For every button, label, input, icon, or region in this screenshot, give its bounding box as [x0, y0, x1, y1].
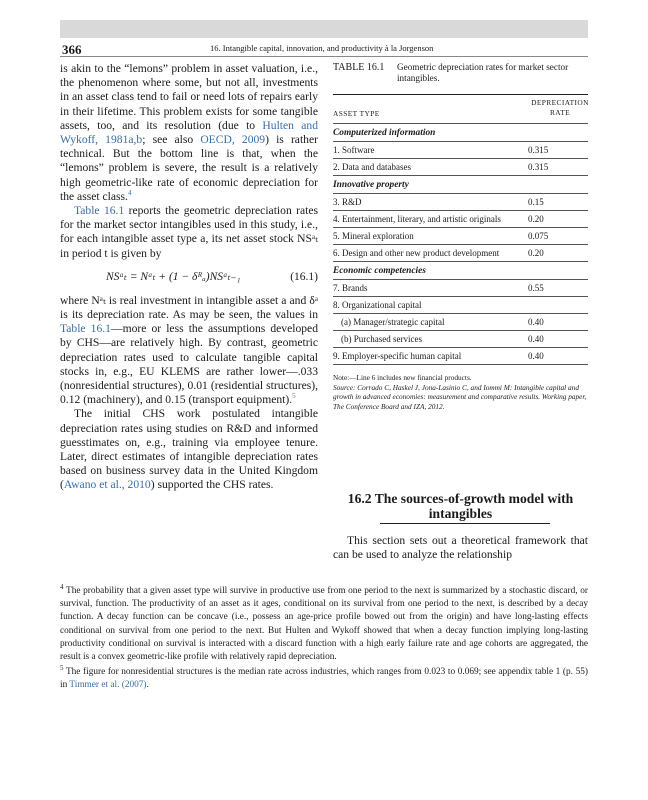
table-row: [333, 314, 588, 331]
table-row: [333, 159, 588, 176]
column-header-rate-line1: DEPRECIATION: [531, 98, 589, 107]
table-ref-link[interactable]: Table 16.1: [74, 204, 125, 218]
header-bar: [60, 20, 588, 38]
table-cell-rate: 0.40: [528, 351, 544, 361]
table-cell-rate: 0.40: [528, 334, 544, 344]
table-row: [333, 142, 588, 159]
table-note-text: Note:—Line 6 includes new financial products.: [333, 373, 472, 382]
text: where Nᵃₜ is real investment in intangible asset a and δᵃ is its depreciation rate. As may be seen, the values in: [60, 293, 318, 322]
table-row: [333, 348, 588, 365]
section-body: [333, 534, 588, 562]
table-row: [333, 297, 588, 314]
table-cell-rate: 0.40: [528, 317, 544, 327]
column-header-asset-type: ASSET TYPE: [333, 109, 380, 118]
section-heading: 16.2 The sources-of-growth model with intangibles: [347, 491, 574, 521]
page-number: 366: [62, 42, 82, 57]
table-cell-rate: 0.20: [528, 214, 544, 224]
footnote-ref-4[interactable]: 4: [127, 188, 132, 197]
text: The initial CHS work postulated intangible depreciation rates using studies on R&D and informed guesstimates on, e.g., training via employee tenure. Later, direct estimates of intangible depreciation rates based on business survey data in the United Kingdom (: [60, 407, 318, 492]
equation-16-1: [60, 264, 318, 292]
table-source-text: Source: Corrado C, Haskel J, Jona-Lasinio C, and Iommi M: Intangible capital and growth in advanced economies: measurement and comparative results. Working paper, The Conference Board and IZA, 2012.: [333, 382, 587, 411]
table-row: [333, 228, 588, 245]
text: is akin to the “lemons” problem in asset valuation, i.e., the phenomenon where some, but not all, investments in an asset class tend to fail or need lots of repairs early in their lifetime. This problem exists for some tangible assets, too, and its resolution (due to: [60, 62, 318, 132]
table-section-title: Economic competencies: [333, 262, 588, 280]
footnote-text: The figure for nonresidential structures is the median rate across industries, which ranges from 0.023 to 0.069; see appendix table 1 (p. 55) in: [60, 667, 589, 691]
footnote-4: [60, 582, 588, 664]
footnote-text: .: [146, 680, 149, 691]
table-16-1: [333, 62, 588, 411]
paragraph-1: [60, 62, 318, 204]
table-cell-asset: 5. Mineral exploration: [333, 231, 414, 241]
section-paragraph: This section sets out a theoretical framework that can be used to analyze the relationship: [333, 534, 588, 562]
table-cell-asset: (b) Purchased services: [341, 334, 422, 344]
table-caption-text: Geometric depreciation rates for market sector intangibles.: [397, 62, 569, 83]
table-row: [333, 280, 588, 297]
table-row: [333, 211, 588, 228]
footnote-text: The probability that a given asset type will survive in productive use from one period to the next is summarized by a stochastic discard, or survival, function. The productivity of an asset as it ages, conditional on its survival from one period to the next, is described by a decay function. A decay function can be concave (i.e., possess an age-price profile bowed out from the origin) and have long-lasting effects conditional on survival from one period to the next. But Hulten and Wykoff showed that when a decay function implying long-lasting productivity conditional on survival is interacted with a discard function with a high early failure rate and age cohorts are aggregated, the result is a convex geometric-like profile with relatively rapid depreciation.: [60, 586, 588, 663]
table-cell-asset: 7. Brands: [333, 283, 368, 293]
text: ; see also: [142, 133, 201, 147]
table-row: [333, 194, 588, 211]
table-row: [333, 331, 588, 348]
footnote-marker: 4: [60, 582, 64, 591]
paragraph-2: [60, 204, 318, 261]
citation-link-oecd[interactable]: OECD, 2009: [200, 133, 266, 147]
citation-link-hulten-wykoff[interactable]: Hulten and Wykoff, 1981a,b: [60, 118, 318, 147]
table-header: [333, 95, 588, 123]
table-ref-link[interactable]: Table 16.1: [60, 322, 111, 336]
column-header-rate-line2: RATE: [549, 108, 571, 117]
citation-link-timmer[interactable]: Timmer et al. (2007): [69, 680, 147, 691]
running-head: 16. Intangible capital, innovation, and productivity à la Jorgenson: [210, 43, 434, 53]
table-cell-asset: 6. Design and other new product development: [333, 248, 500, 258]
left-column: [60, 62, 318, 493]
table-caption: [333, 62, 588, 84]
equation-number: (16.1): [290, 270, 318, 283]
text: —more or less the assumptions developed by CHS—are relatively high. By contrast, geometric depreciation rates used to calculate tangible capital stocks in, e.g., EU KLEMS are rather lower—.033 (nonresidential structures), 0.01 (residential structures), 0.12 (machinery), and 0.15 (transport equipment).: [60, 322, 318, 407]
table-cell-rate: 0.315: [528, 162, 549, 172]
table-cell-rate: [522, 300, 588, 311]
table-body: [333, 124, 588, 365]
table-cell-asset: 3. R&D: [333, 197, 362, 207]
table-row: [333, 245, 588, 262]
table-cell-asset: 8. Organizational capital: [333, 300, 422, 310]
table-section-title: Innovative property: [333, 176, 588, 194]
section-rule: [380, 523, 550, 524]
equation-body: NSᵃₜ = Nᵃₜ + (1 − δᴿₐ)NSᵃₜ₋₁: [106, 270, 241, 283]
table-cell-asset: 4. Entertainment, literary, and artistic originals: [333, 214, 501, 224]
table-label: TABLE 16.1: [333, 62, 385, 73]
text: ) supported the CHS rates.: [150, 478, 274, 492]
citation-link-awano[interactable]: Awano et al., 2010: [63, 478, 151, 492]
footnote-marker: 5: [60, 664, 64, 673]
column-header-rate: [530, 98, 590, 118]
table-section-title: Computerized information: [333, 124, 588, 142]
table-cell-asset: 1. Software: [333, 145, 375, 155]
table-cell-rate: 0.15: [528, 197, 544, 207]
footnote-5: [60, 666, 588, 692]
text: ) is rather technical. But the bottom line is that, when the “lemons” problem is severe, the result is a relatively high geometric-like rate of economic depreciation for the asset class.: [60, 133, 318, 203]
table-cell-rate: 0.20: [528, 248, 544, 258]
table-cell-rate: 0.55: [528, 283, 544, 293]
table-cell-rate: 0.315: [528, 145, 549, 155]
footnote-ref-5[interactable]: 5: [292, 392, 296, 401]
table-cell-asset: 9. Employer-specific human capital: [333, 351, 462, 361]
footnotes: [60, 582, 589, 695]
table-note: [333, 373, 588, 411]
header-rule: [60, 56, 588, 57]
text: reports the geometric depreciation rates for the market sector intangibles used in this study, i.e., for each intangible asset type a, its net asset stock NSᵃₜ in period t is given by: [60, 204, 318, 260]
table-cell-asset: 2. Data and databases: [333, 162, 411, 172]
paragraph-4: [60, 407, 318, 492]
table-cell-asset: (a) Manager/strategic capital: [341, 317, 445, 327]
paragraph-3: [60, 294, 318, 408]
table-cell-rate: 0.075: [528, 231, 549, 241]
